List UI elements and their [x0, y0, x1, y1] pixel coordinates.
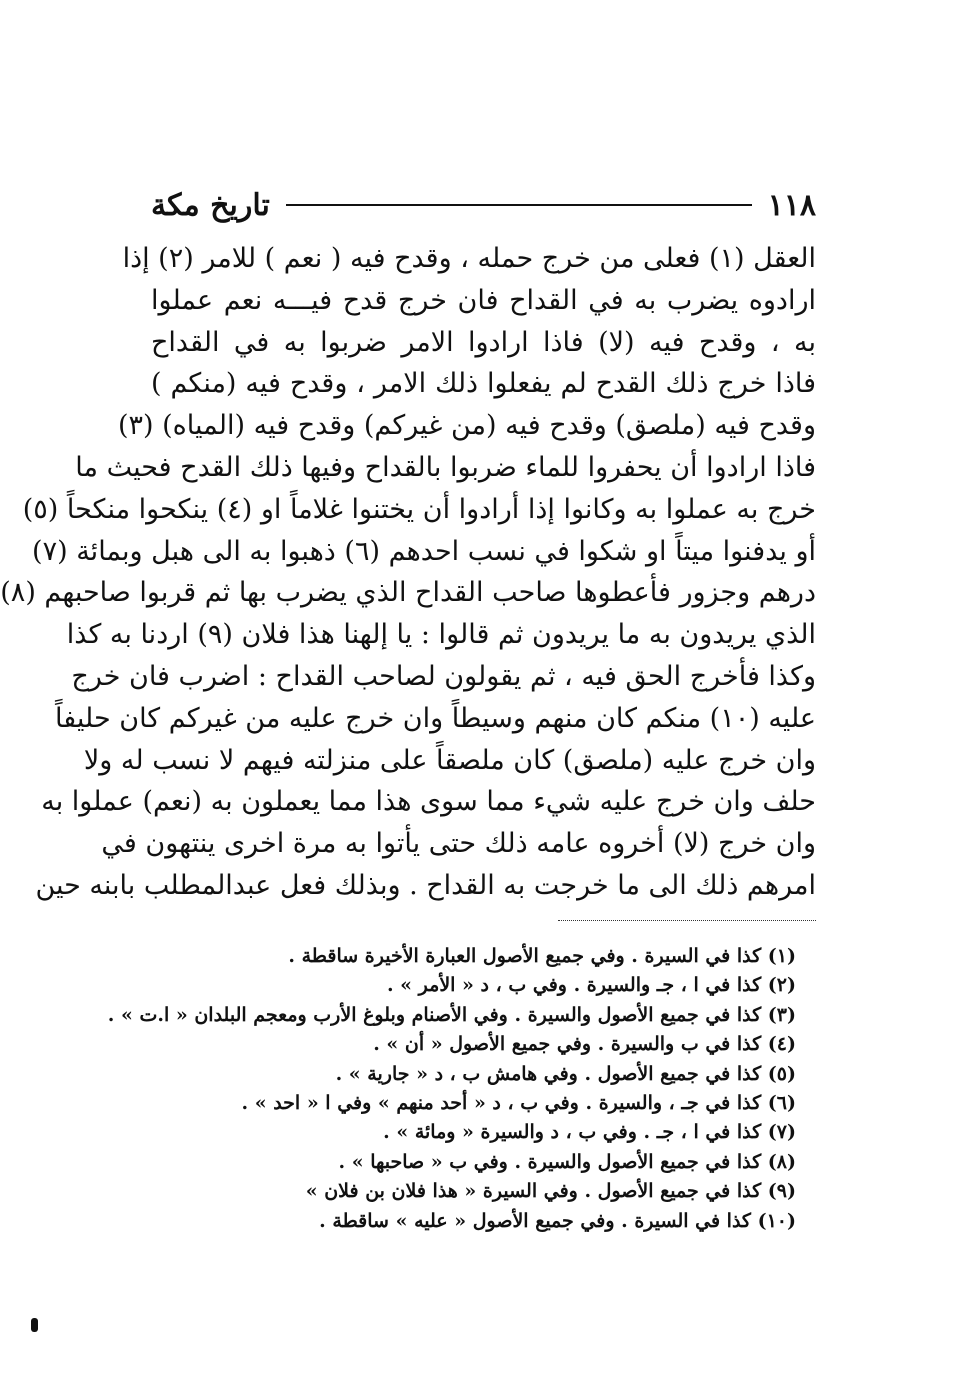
page-number: ١١٨: [767, 187, 816, 223]
footnotes: [107, 942, 796, 1236]
body-line: العقل (١) فعلى من خرج حمله ، وقدح فيه ( نعم ) للامر (٢) إذا: [122, 243, 816, 274]
running-title: تاريخ مكة: [151, 187, 270, 223]
footnote: (١٠) كذا في السيرة . وفي جميع الأصول « عليه » ساقطة .: [319, 1209, 796, 1232]
body-line: حلف وان خرج عليه شيء مما سوى هذا مما يعملون به (نعم) عملوا به: [41, 786, 816, 818]
body-line: أو يدفنوا ميتاً او شكوا في نسب احدهم (٦) ذهبوا به الى هبل وبمائة (٧): [32, 535, 816, 567]
body-line: وكذا فأخرج الحق فيه ، ثم يقولون لصاحب القداح : اضرب فان خرج: [71, 660, 816, 692]
footnote: (٧) كذا في ا ، جـ . وفي ب ، د والسيرة « ومائة » .: [383, 1121, 796, 1144]
page-header: [151, 180, 816, 230]
footnote: (٢) كذا في ا ، جـ والسيرة . وفي ب ، د « الأمر » .: [386, 974, 796, 997]
body-line: فاذا ارادوا أن يحفروا للماء ضربوا بالقداح وفيها ذلك القدح فحيث ما: [75, 451, 816, 483]
body-line: خرج به عملوا به وكانوا إذا أرادوا أن يختنوا غلاماً او (٤) ينكحوا منكحاً (٥): [22, 493, 816, 525]
footnote: (٦) كذا في جـ ، والسيرة . وفي ب ، د « أحد منهم » وفي ا « احد » .: [241, 1092, 796, 1115]
footnote-separator: [558, 920, 816, 921]
header-rule: [286, 204, 752, 206]
footnote: (٤) كذا في ب والسيرة . وفي جميع الأصول « أن » .: [373, 1033, 796, 1056]
body-text: [0, 238, 816, 907]
body-line: فاذا خرج ذلك القدح لم يفعلوا ذلك الامر ، وقدح فيه (منكم ): [151, 368, 816, 400]
body-line: درهم وجزور فأعطوها صاحب القداح الذي يضرب بها ثم قربوا صاحبهم (٨): [0, 577, 816, 609]
footnote: (٣) كذا في جميع الأصول والسيرة . وفي الأصنام وبلوغ الأرب ومعجم البلدان « ا.ت » .: [107, 1003, 796, 1026]
footnote: (١) كذا في السيرة . وفي جميع الأصول العبارة الأخيرة ساقطة .: [288, 945, 796, 967]
body-line: عليه (١٠) منكم كان منهم وسيطاً وان خرج عليه من غيركم كان حليفاً: [55, 702, 816, 734]
body-line: وان خرج (لا) أخروه عامه ذلك حتى يأتوا به مرة اخرى ينتهون في: [101, 828, 816, 860]
body-line: وقدح فيه (ملصق) وقدح فيه (من غيركم) وقدح فيه (المياه) (٣): [117, 410, 816, 442]
body-line: به ، وقدح فيه (لا) فاذا ارادوا الامر ضربوا به في القداح: [151, 326, 816, 358]
footnote: (٥) كذا في جميع الأصول . وفي هامش ب ، د « جارية » .: [335, 1062, 796, 1085]
footnote: (٩) كذا في جميع الأصول . وفي السيرة « هذا فلان بن فلان »: [305, 1180, 796, 1203]
scan-mark: [31, 1318, 38, 1332]
body-line: وان خرج عليه (ملصق) كان ملصقاً على منزلته فيهم لا نسب له ولا: [83, 744, 816, 776]
footnote: (٨) كذا في جميع الأصول والسيرة . وفي ب « صاحبها » .: [338, 1150, 796, 1173]
body-line: الذي يريدون به ما يريدون ثم قالوا : يا إلهنا هذا فلان (٩) اردنا به كذا: [66, 619, 816, 651]
body-line: امرهم ذلك الى ما خرجت به القداح . وبذلك فعل عبدالمطلب بابنه حين: [35, 869, 816, 901]
body-line: ارادوه يضرب به في القداح فان خرج قدح فيـــه نعم عملوا: [151, 284, 816, 316]
